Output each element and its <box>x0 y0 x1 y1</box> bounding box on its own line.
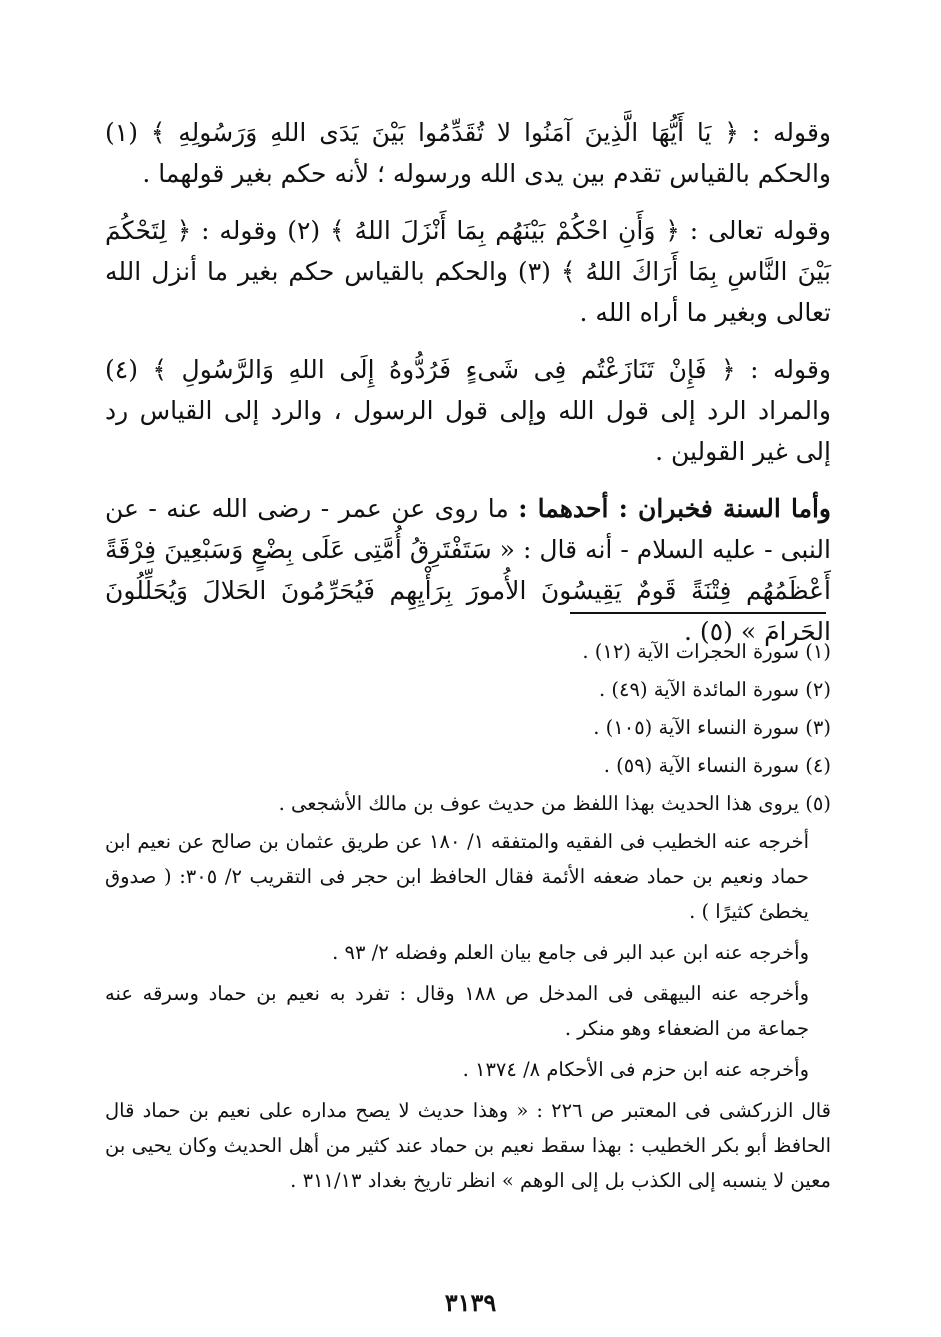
footnote-4: (٤) سورة النساء الآية (٥٩) . <box>603 754 831 777</box>
paragraph-2: وقوله تعالى : ﴿ وَأَنِ احْكُمْ بَيْنَهُم بِمَا أَنْزَلَ اللهُ ﴾ (٢) وقوله : ﴿ لِتَحْكُمَ بَيْنَ النَّاسِ بِمَا أَرَاكَ اللهُ ﴾ (٣) والحكم بالقياس حكم بغير ما أنزل الله تعالى وبغير ما أراه الله . <box>105 216 831 327</box>
footnotes <box>105 634 831 1201</box>
paragraph-4-text: ما روى عن عمر - رضى الله عنه - عن النبى - عليه السلام - أنه قال : « سَتَفْتَرِقُ أُمَّتِى عَلَى بِضْعٍ وَسَبْعِينَ فِرْقَةً أَعْظَمُهُم فِتْنَةً قَومٌ يَقِيسُونَ الأُمورَ بِرَأْيِهِم فَيُحَرِّمُونَ الحَلالَ وَيُحَلِّلُونَ الحَرامَ » (٥) . <box>105 494 831 646</box>
footnote-1: (١) سورة الحجرات الآية (١٢) . <box>582 640 831 663</box>
footnote-5-ibn-hazm: وأخرجه عنه ابن حزم فى الأحكام ٨/ ١٣٧٤ . <box>462 1058 809 1081</box>
footnote-2: (٢) سورة المائدة الآية (٤٩) . <box>599 678 831 701</box>
footnote-5-zarkashi: قال الزركشى فى المعتبر ص ٢٢٦ : « وهذا حديث لا يصح مداره على نعيم بن حماد قال الحافظ أبو بكر الخطيب : بهذا سقط نعيم بن حماد عند كثير من أهل الحديث وكان يحيى بن معين لا ينسبه إلى الكذب بل إلى الوهم » انظر تاريخ بغداد ٣١١/١٣ . <box>105 1099 832 1192</box>
paragraph-3: وقوله : ﴿ فَإِنْ تَنَازَعْتُم فِى شَىءٍ فَرُدُّوهُ إِلَى اللهِ وَالرَّسُولِ ﴾ (٤) والمراد الرد إلى قول الله وإلى قول الرسول ، والرد إلى القياس رد إلى غير القولين . <box>105 355 831 466</box>
footnote-5-bayhaqi: وأخرجه عنه البيهقى فى المدخل ص ١٨٨ وقال : تفرد به نعيم بن حماد وسرقه عنه جماعة من الضعفاء وهو منكر . <box>105 982 809 1040</box>
paragraph-1: وقوله : ﴿ يَا أَيُّهَا الَّذِينَ آمَنُوا لا تُقَدِّمُوا بَيْنَ يَدَى اللهِ وَرَسُولِهِ ﴾ (١) والحكم بالقياس تقدم بين يدى الله ورسوله ؛ لأنه حكم بغير قولهما . <box>105 118 831 188</box>
page-number: ٣١٣٩ <box>444 1288 497 1317</box>
footnote-5: (٥) يروى هذا الحديث بهذا اللفظ من حديث عوف بن مالك الأشجعى . <box>278 792 831 815</box>
main-text <box>105 112 831 668</box>
footnote-5-khatib: أخرجه عنه الخطيب فى الفقيه والمتفقه ١/ ١٨٠ عن طريق عثمان بن صالح عن نعيم ابن حماد ونعيم بن حماد ضعفه الأئمة فقال الحافظ ابن حجر فى التقريب ٢/ ٣٠٥: ( صدوق يخطئ كثيرًا ) . <box>105 830 809 923</box>
paragraph-4 <box>105 488 831 652</box>
paragraph-4-lead: وأما السنة فخبران : أحدهما : <box>518 494 831 523</box>
footnote-3: (٣) سورة النساء الآية (١٠٥) . <box>593 716 831 739</box>
footnote-5-ibn-abd-al-barr: وأخرجه عنه ابن عبد البر فى جامع بيان العلم وفضله ٢/ ٩٣ . <box>332 941 809 964</box>
footnote-divider <box>570 612 826 614</box>
